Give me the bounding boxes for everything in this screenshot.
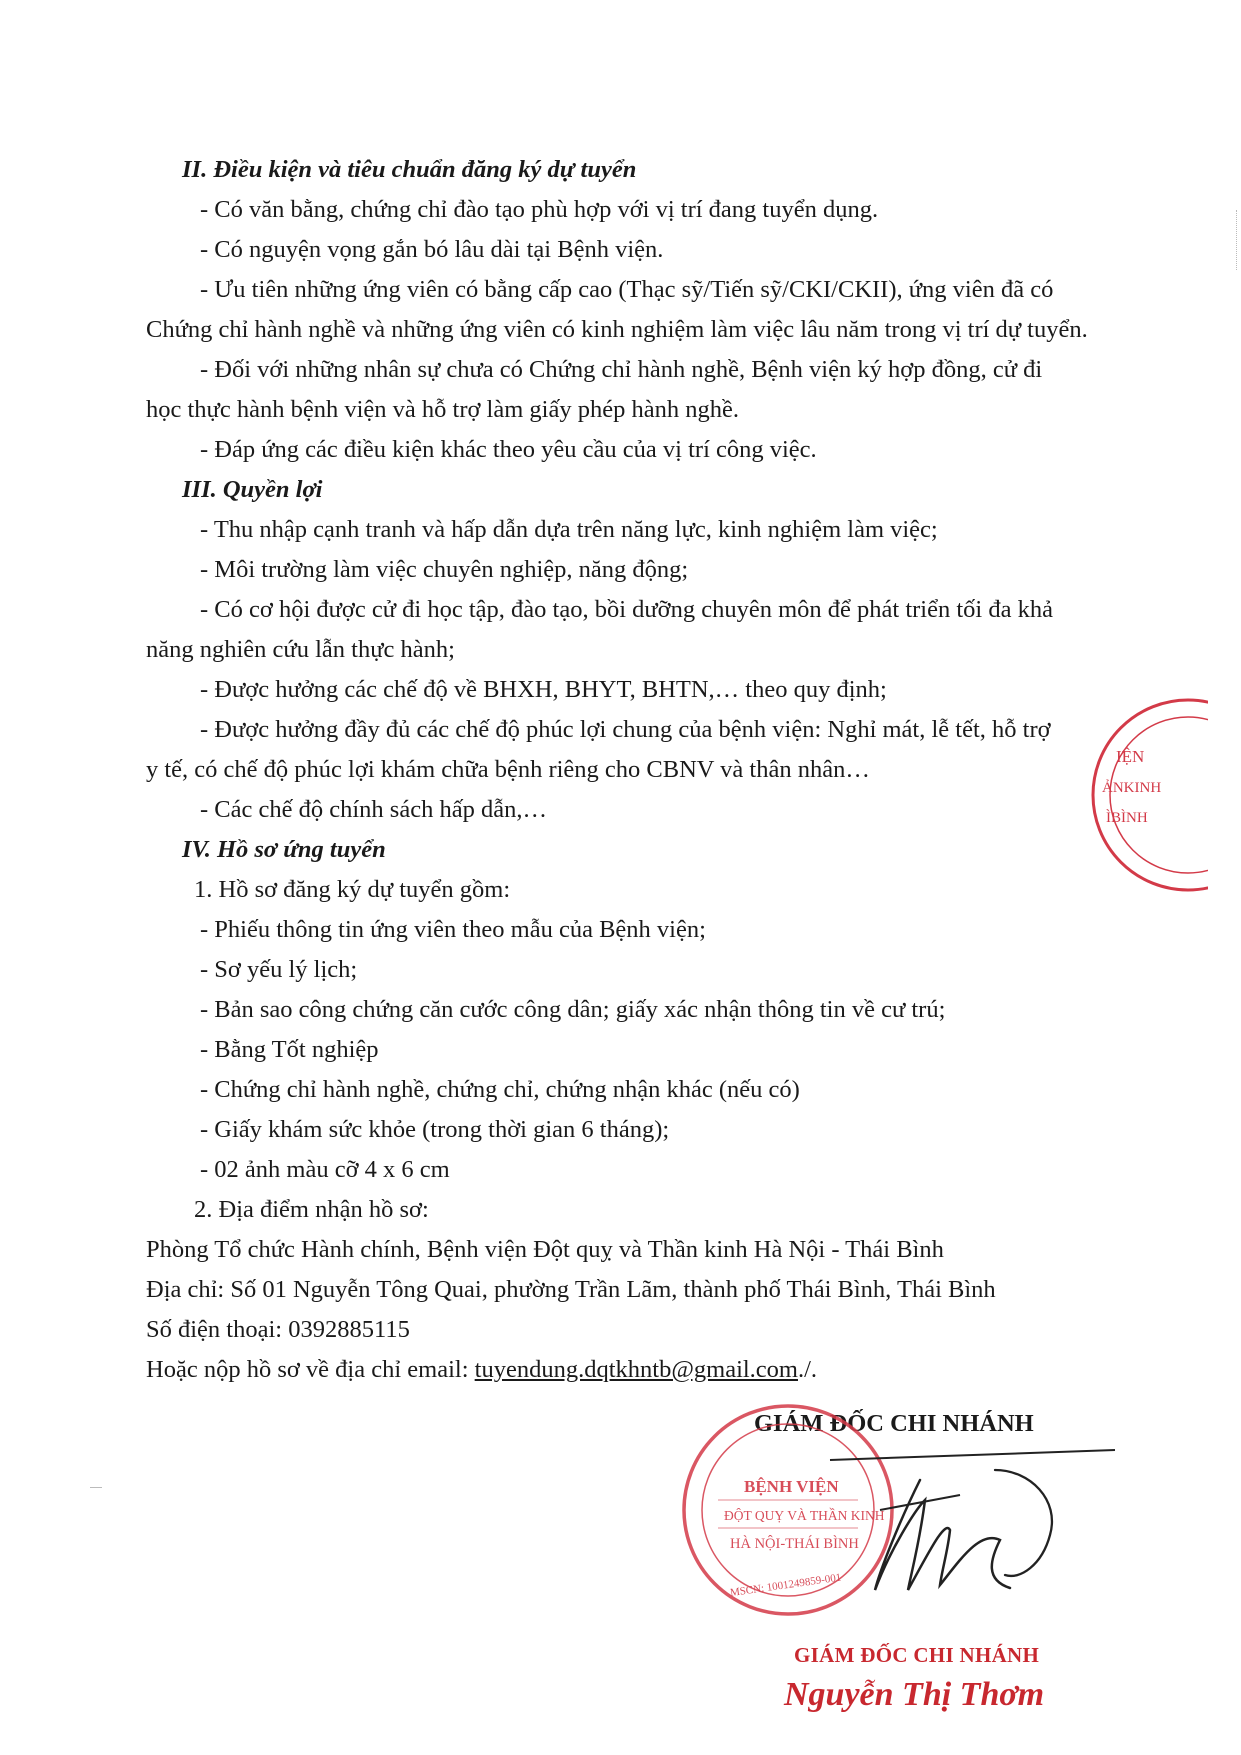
line-text: - Được hưởng đầy đủ các chế độ phúc lợi chung của bệnh viện: Nghỉ mát, lễ tết, hỗ trợ bbox=[200, 716, 1051, 743]
section-3-item: - Môi trường làm việc chuyên nghiệp, năng động; bbox=[200, 556, 689, 583]
document-list-item: - Phiếu thông tin ứng viên theo mẫu của Bệnh viện; bbox=[200, 916, 706, 943]
document-list-item: - Giấy khám sức khỏe (trong thời gian 6 tháng); bbox=[200, 1116, 670, 1143]
section-3-item: - Các chế độ chính sách hấp dẫn,… bbox=[200, 796, 547, 823]
document-list-item: - Bản sao công chứng căn cước công dân; giấy xác nhận thông tin về cư trú; bbox=[200, 996, 946, 1023]
signature-title: GIÁM ĐỐC CHI NHÁNH bbox=[754, 1410, 1034, 1437]
section-3-item-cont: năng nghiên cứu lẫn thực hành; bbox=[146, 636, 455, 663]
document-list-item: - Sơ yếu lý lịch; bbox=[200, 956, 358, 983]
line-text: - Ưu tiên những ứng viên có bằng cấp cao (Thạc sỹ/Tiến sỹ/CKI/CKII), ứng viên đã có bbox=[200, 276, 1054, 303]
section-2-item: - Có văn bằng, chứng chỉ đào tạo phù hợp với vị trí đang tuyển dụng. bbox=[200, 196, 879, 223]
section-4-subheading: 2. Địa điểm nhận hồ sơ: bbox=[194, 1196, 429, 1223]
seal-line-1: BỆNH VIỆN bbox=[744, 1477, 839, 1496]
section-2-item: - Đáp ứng các điều kiện khác theo yêu cầu của vị trí công việc. bbox=[200, 436, 817, 463]
svg-text:ÌBÌNH: ÌBÌNH bbox=[1106, 810, 1148, 826]
scan-artifact bbox=[1233, 210, 1237, 270]
section-2-item bbox=[146, 350, 1148, 390]
seam-stamp bbox=[1088, 690, 1208, 900]
section-2-item: - Có nguyện vọng gắn bó lâu dài tại Bệnh viện. bbox=[200, 236, 664, 263]
office-phone: Số điện thoại: 0392885115 bbox=[146, 1316, 410, 1343]
document-list-item: - 02 ảnh màu cỡ 4 x 6 cm bbox=[200, 1156, 450, 1183]
document-list-item: - Chứng chỉ hành nghề, chứng chỉ, chứng nhận khác (nếu có) bbox=[200, 1076, 800, 1103]
section-4-subheading: 1. Hồ sơ đăng ký dự tuyển gồm: bbox=[194, 876, 511, 903]
document-body bbox=[146, 150, 1148, 1390]
email-line bbox=[146, 1350, 1148, 1390]
svg-text:ẢNKINH: ẢNKINH bbox=[1102, 780, 1162, 796]
line-text: - Có cơ hội được cử đi học tập, đào tạo, bồi dưỡng chuyên môn để phát triển tối đa khả bbox=[200, 596, 1053, 623]
section-4-heading: IV. Hồ sơ ứng tuyển bbox=[182, 836, 386, 863]
handwritten-signature bbox=[820, 1440, 1120, 1600]
office-address: Địa chỉ: Số 01 Nguyễn Tông Quai, phường Trần Lãm, thành phố Thái Bình, Thái Bình bbox=[146, 1276, 996, 1303]
scan-artifact bbox=[90, 1487, 102, 1488]
section-3-item bbox=[146, 590, 1148, 630]
section-3-item bbox=[146, 710, 1148, 750]
seal-code: MSCN: 1001249859-001 bbox=[729, 1571, 843, 1600]
section-3-heading: III. Quyền lợi bbox=[182, 476, 323, 503]
signatory-name: Nguyễn Thị Thơm bbox=[784, 1676, 1045, 1713]
email-link[interactable]: tuyendung.dqtkhntb@gmail.com bbox=[474, 1356, 798, 1383]
seal-line-2: ĐỘT QUỴ VÀ THẦN KINH bbox=[724, 1508, 885, 1523]
section-3-item: - Thu nhập cạnh tranh và hấp dẫn dựa trên năng lực, kinh nghiệm làm việc; bbox=[200, 516, 938, 543]
document-list-item: - Bằng Tốt nghiệp bbox=[200, 1036, 379, 1063]
office-name: Phòng Tổ chức Hành chính, Bệnh viện Đột quỵ và Thần kinh Hà Nội - Thái Bình bbox=[146, 1236, 944, 1263]
line-text: - Đối với những nhân sự chưa có Chứng chỉ hành nghề, Bệnh viện ký hợp đồng, cử đi bbox=[200, 356, 1043, 383]
email-prefix: Hoặc nộp hồ sơ về địa chỉ email: bbox=[146, 1356, 475, 1383]
email-suffix: ./. bbox=[798, 1356, 818, 1383]
seal-line-3: HÀ NỘI-THÁI BÌNH bbox=[730, 1536, 859, 1552]
section-2-item bbox=[146, 270, 1148, 310]
section-2-item-cont: học thực hành bệnh viện và hỗ trợ làm giấy phép hành nghề. bbox=[146, 396, 739, 423]
svg-text:IỆN: IỆN bbox=[1116, 747, 1145, 766]
section-2-item-cont: Chứng chỉ hành nghề và những ứng viên có kinh nghiệm làm việc lâu năm trong vị trí dự tuyển. bbox=[146, 316, 1088, 343]
section-3-item: - Được hưởng các chế độ về BHXH, BHYT, BHTN,… theo quy định; bbox=[200, 676, 887, 703]
section-3-item-cont: y tế, có chế độ phúc lợi khám chữa bệnh riêng cho CBNV và thân nhân… bbox=[146, 756, 870, 783]
section-2-heading: II. Điều kiện và tiêu chuẩn đăng ký dự tuyển bbox=[182, 156, 637, 183]
seal-title: GIÁM ĐỐC CHI NHÁNH bbox=[794, 1643, 1040, 1667]
